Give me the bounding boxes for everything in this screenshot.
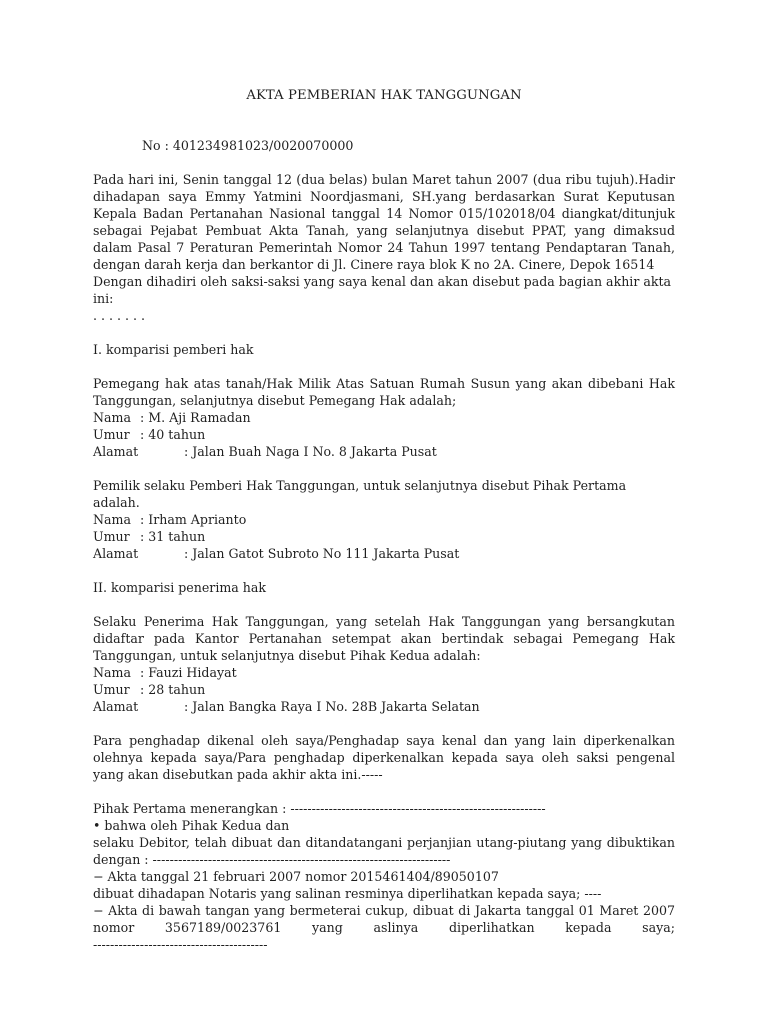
akta1-line: − Akta tanggal 21 februari 2007 nomor 2015461404/89050107 — [93, 869, 499, 884]
receiver-name-label: Nama — [93, 665, 131, 680]
receiver-age-value: : 28 tahun — [140, 682, 206, 697]
holder-address-row — [93, 443, 675, 460]
holder-name-label: Nama — [93, 410, 131, 425]
receiver-name-value: : Fauzi Hidayat — [140, 665, 237, 680]
receiver-address-label: Alamat — [93, 699, 139, 714]
intro-paragraph: Pada hari ini, Senin tanggal 12 (dua belas) bulan Maret tahun 2007 (dua ribu tujuh).Hadir dihadapan saya Emmy Yatmini Noordjasmani, SH.yang berdasarkan Surat Keputusan Kepala Badan Pertanahan Nasional tanggal 14 Nomor 015/102018/04 diangkat/ditunjuk sebagai Pejabat Pembuat Akta Tanah, yang selanjutnya disebut PPAT, yang dimaksud dalam Pasal 7 Peraturan Pemerintah Nomor 24 Tahun 1997 tentang Pendaptaran Tanah, dengan darah kerja dan berkantor di Jl. Cinere raya blok K no 2A. Cinere, Depok 16514 — [93, 172, 675, 272]
document-body — [93, 171, 675, 953]
section1-heading: I. komparisi pemberi hak — [93, 342, 254, 357]
holder-address-value: : Jalan Buah Naga I No. 8 Jakarta Pusat — [184, 444, 437, 459]
holder-age-value: : 40 tahun — [140, 427, 206, 442]
owner-address-row — [93, 545, 675, 562]
akta2-line1: − Akta di bawah tangan yang bermeterai cukup, dibuat di Jakarta tanggal 01 Maret 2007 — [93, 903, 675, 918]
receiver-address-row — [93, 698, 675, 715]
first-party-statement: Pihak Pertama menerangkan : ------------------------------------------------------------ — [93, 801, 546, 816]
receiver-age-label: Umur — [93, 682, 130, 697]
owner-intro: Pemilik selaku Pemberi Hak Tanggungan, untuk selanjutnya disebut Pihak Pertama adalah. — [93, 478, 627, 510]
appearers-paragraph: Para penghadap dikenal oleh saya/Penghadap saya kenal dan yang lain diperkenalkan olehnya kepada saya/Para penghadap diperkenalkan kepada saya oleh saksi pengenal yang akan disebutkan pada akhir akta ini.----- — [93, 733, 675, 782]
witness-line: Dengan dihadiri oleh saksi-saksi yang saya kenal dan akan disebut pada bagian akhir akta ini: — [93, 274, 672, 306]
section2-heading: II. komparisi penerima hak — [93, 580, 267, 595]
witness-dots: . . . . . . . — [93, 308, 146, 323]
holder-name-value: : M. Aji Ramadan — [140, 410, 251, 425]
owner-name-row — [93, 511, 675, 528]
akta2-line3: ----------------------------------------- — [93, 937, 268, 952]
owner-name-label: Nama — [93, 512, 131, 527]
owner-name-value: : Irham Aprianto — [140, 512, 247, 527]
section2-paragraph: Selaku Penerima Hak Tanggungan, yang setelah Hak Tanggungan yang bersangkutan didaftar pada Kantor Pertanahan setempat akan bertindak sebagai Pemegang Hak Tanggungan, untuk selanjutnya disebut Pihak Kedua adalah: — [93, 614, 675, 663]
receiver-address-value: : Jalan Bangka Raya I No. 28B Jakarta Selatan — [184, 699, 480, 714]
bullet-line: • bahwa oleh Pihak Kedua dan — [93, 818, 290, 833]
notary-line: dibuat dihadapan Notaris yang salinan resminya diperlihatkan kepada saya; ---- — [93, 886, 602, 901]
holder-age-row — [93, 426, 675, 443]
holder-address-label: Alamat — [93, 444, 139, 459]
holder-age-label: Umur — [93, 427, 130, 442]
owner-address-value: : Jalan Gatot Subroto No 111 Jakarta Pusat — [184, 546, 460, 561]
owner-age-label: Umur — [93, 529, 130, 544]
akta2-line2: nomor 3567189/0023761 yang aslinya diperlihatkan kepada saya; — [93, 920, 675, 935]
owner-address-label: Alamat — [93, 546, 139, 561]
owner-age-row — [93, 528, 675, 545]
receiver-age-row — [93, 681, 675, 698]
document-number: No : 401234981023/0020070000 — [142, 138, 354, 153]
holder-name-row — [93, 409, 675, 426]
section1-paragraph: Pemegang hak atas tanah/Hak Milik Atas Satuan Rumah Susun yang akan dibebani Hak Tanggungan, selanjutnya disebut Pemegang Hak adalah; — [93, 376, 675, 408]
receiver-name-row — [93, 664, 675, 681]
owner-age-value: : 31 tahun — [140, 529, 206, 544]
document-title: AKTA PEMBERIAN HAK TANGGUNGAN — [246, 88, 522, 103]
debtor-paragraph: selaku Debitor, telah dibuat dan ditandatangani perjanjian utang-piutang yang dibuktikan dengan : ---------------------------------------------------------------------- — [93, 835, 675, 867]
